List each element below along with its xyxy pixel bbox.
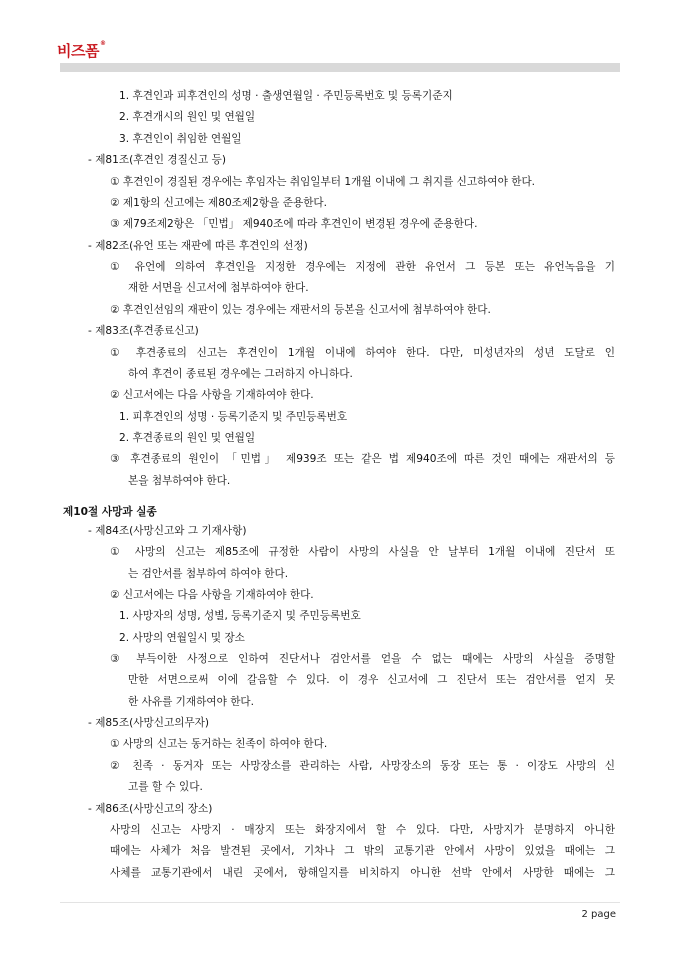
article-title: - 제82조(유언 또는 재판에 따른 후견인의 선정) bbox=[88, 240, 308, 252]
section-heading: 제10절 사망과 실종 bbox=[63, 506, 157, 518]
paragraph: 사망의 신고는 사망지 · 매장지 또는 화장지에서 할 수 있다. 다만, 사망지가 분명하지 아니한 bbox=[110, 824, 615, 836]
paragraph: ① 유언에 의하여 후견인을 지정한 경우에는 지정에 관한 유언서 그 등본 또는 유언녹음을 기 bbox=[110, 261, 615, 273]
paragraph-continued: 하여 후견이 종료된 경우에는 그러하지 아니하다. bbox=[128, 368, 353, 380]
paragraph: ③ 제79조제2항은 「민법」 제940조에 따라 후견인이 변경된 경우에 준용한다. bbox=[110, 218, 478, 230]
paragraph: ① 사망의 신고는 동거하는 친족이 하여야 한다. bbox=[110, 738, 328, 750]
footer-divider bbox=[60, 902, 620, 903]
paragraph: ② 후견인선임의 재판이 있는 경우에는 재판서의 등본을 신고서에 첨부하여야 한다. bbox=[110, 304, 491, 316]
paragraph: ① 후견종료의 신고는 후견인이 1개월 이내에 하여야 한다. 다만, 미성년자의 성년 도달로 인 bbox=[110, 347, 615, 359]
bizform-logo: 비즈폼® bbox=[57, 40, 106, 60]
paragraph: ② 신고서에는 다음 사항을 기재하여야 한다. bbox=[110, 389, 314, 401]
paragraph: ② 신고서에는 다음 사항을 기재하여야 한다. bbox=[110, 589, 314, 601]
article-title: - 제84조(사망신고와 그 기재사항) bbox=[88, 525, 247, 537]
paragraph-continued: 본을 첨부하여야 한다. bbox=[128, 475, 231, 487]
article-title: - 제86조(사망신고의 장소) bbox=[88, 803, 213, 815]
list-item: 2. 후견개시의 원인 및 연월일 bbox=[119, 111, 256, 123]
paragraph: ② 친족 · 동거자 또는 사망장소를 관리하는 사람, 사망장소의 동장 또는 통 · 이장도 사망의 신 bbox=[110, 760, 615, 772]
paragraph: ③ 후견종료의 원인이 「민법」 제939조 또는 같은 법 제940조에 따른 것인 때에는 재판서의 등 bbox=[110, 453, 615, 465]
paragraph: ① 후견인이 경질된 경우에는 후임자는 취임일부터 1개월 이내에 그 취지를 신고하여야 한다. bbox=[110, 176, 536, 188]
list-item: 1. 피후견인의 성명 · 등록기준지 및 주민등록번호 bbox=[119, 411, 348, 423]
list-item: 2. 사망의 연월일시 및 장소 bbox=[119, 632, 245, 644]
list-item: 1. 후견인과 피후견인의 성명 · 출생연월일 · 주민등록번호 및 등록기준지 bbox=[119, 90, 453, 102]
page-number: 2 page bbox=[581, 909, 616, 920]
paragraph: ② 제1항의 신고에는 제80조제2항을 준용한다. bbox=[110, 197, 328, 209]
header-bar bbox=[60, 63, 620, 72]
paragraph: ③ 부득이한 사정으로 인하여 진단서나 검안서를 얻을 수 없는 때에는 사망의 사실을 증명할 bbox=[110, 653, 615, 665]
list-item: 2. 후견종료의 원인 및 연월일 bbox=[119, 432, 256, 444]
paragraph: ① 사망의 신고는 제85조에 규정한 사람이 사망의 사실을 안 날부터 1개월 이내에 진단서 또 bbox=[110, 546, 615, 558]
paragraph-continued: 재한 서면을 신고서에 첨부하여야 한다. bbox=[128, 282, 309, 294]
paragraph-continued: 만한 서면으로써 이에 갈음할 수 있다. 이 경우 신고서에 그 진단서 또는 검안서를 얻지 못 bbox=[128, 674, 615, 686]
paragraph-continued: 고를 할 수 있다. bbox=[128, 781, 203, 793]
paragraph: 때에는 사체가 처음 발견된 곳에서, 기차나 그 밖의 교통기관 안에서 사망이 있었을 때에는 그 bbox=[110, 845, 615, 857]
paragraph-continued: 한 사유를 기재하여야 한다. bbox=[128, 696, 255, 708]
list-item: 1. 사망자의 성명, 성별, 등록기준지 및 주민등록번호 bbox=[119, 610, 361, 622]
article-title: - 제81조(후견인 경질신고 등) bbox=[88, 154, 227, 166]
list-item: 3. 후견인이 취임한 연월일 bbox=[119, 133, 242, 145]
paragraph-continued: 는 검안서를 첨부하여 하여야 한다. bbox=[128, 568, 289, 580]
paragraph: 사체를 교통기관에서 내린 곳에서, 항해일지를 비치하지 아니한 선박 안에서 사망한 때에는 그 bbox=[110, 867, 615, 879]
article-title: - 제85조(사망신고의무자) bbox=[88, 717, 210, 729]
article-title: - 제83조(후견종료신고) bbox=[88, 325, 199, 337]
